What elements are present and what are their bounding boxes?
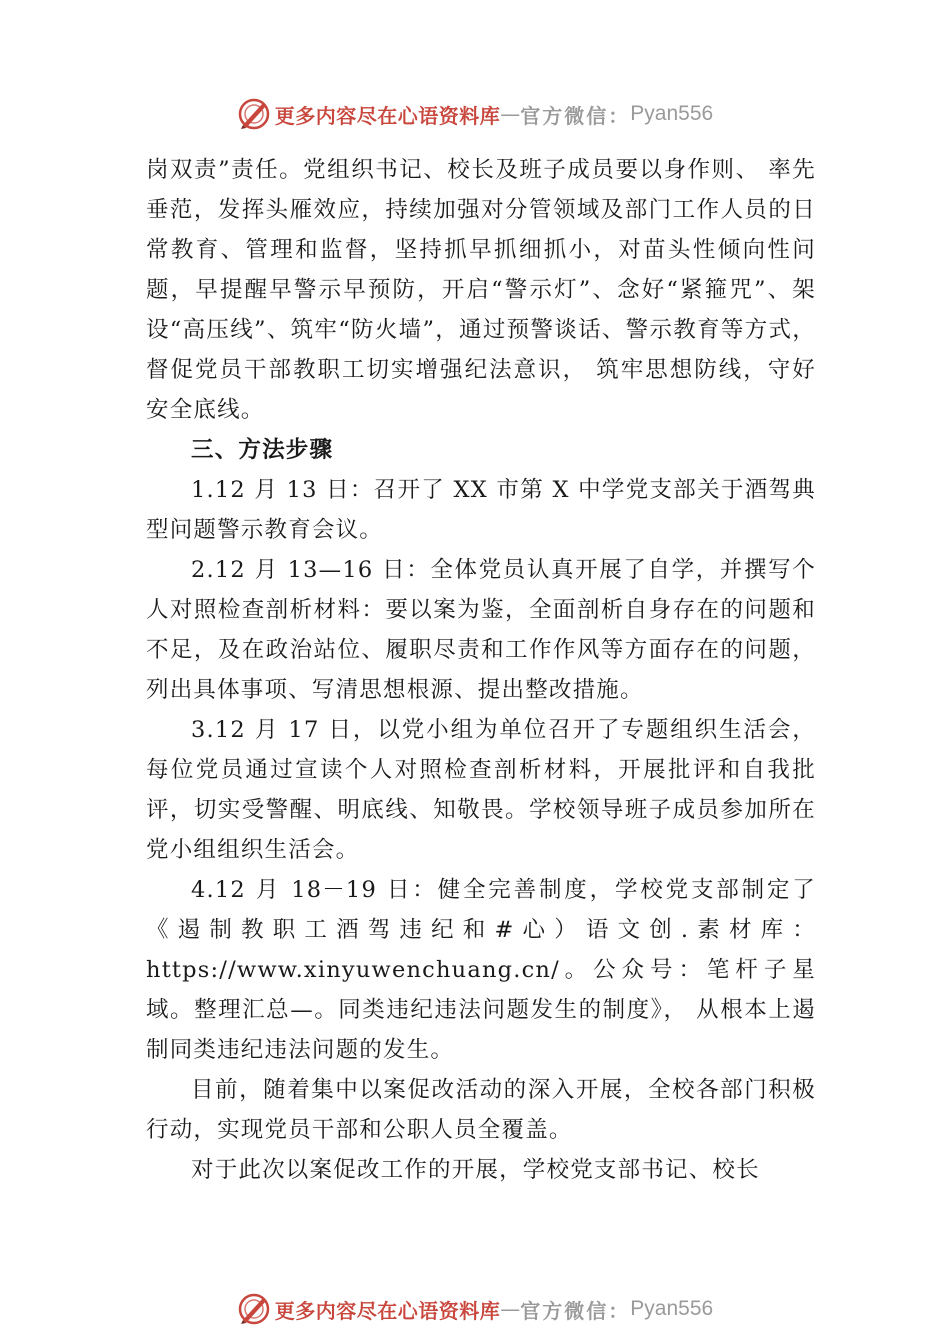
document-body (146, 150, 816, 1190)
paragraph-step-3: 3.12 月 17 日，以党小组为单位召开了专题组织生活会，每位党员通过宣读个人对照检查剖析材料，开展批评和自我批评，切实受警醒、明底线、知敬畏。学校领导班子成员参加所在党小组组织生活会。 (146, 717, 816, 863)
banner-brand-text: 更多内容尽在心语资料库 (274, 1298, 501, 1323)
header-banner (0, 94, 950, 134)
paragraph-progress: 目前，随着集中以案促改活动的深入开展，全校各部门积极行动，实现党员干部和公职人员全覆盖。 (146, 1077, 816, 1143)
banner-wechat-id: Pyan556 (630, 1297, 714, 1320)
banner-brand-text: 更多内容尽在心语资料库 (274, 103, 501, 128)
pen-seal-logo-icon (237, 1292, 271, 1326)
paragraph-responsibility: 岗双责”责任。党组织书记、校长及班子成员要以身作则、 率先垂范，发挥头雁效应，持续加强对分管领域及部门工作人员的日常教育、管理和监督，坚持抓早抓细抓小，对苗头性倾向性问题，早提醒早警示早预防，开启“警示灯”、念好“紧箍咒”、架设“高压线”、筑牢“防火墙”，通过预警谈话、警示教育等方式，督促党员干部教职工切实增强纪法意识， 筑牢思想防线，守好安全底线。 (146, 157, 816, 423)
section-heading-methods: 三、方法步骤 (191, 437, 334, 463)
banner-wechat-id: Pyan556 (630, 102, 714, 125)
footer-banner (0, 1289, 950, 1329)
banner-separator: — (500, 1297, 521, 1321)
paragraph-step-1: 1.12 月 13 日：召开了 XX 市第 X 中学党支部关于酒驾典型问题警示教育会议。 (146, 477, 816, 543)
paragraph-step-2: 2.12 月 13—16 日：全体党员认真开展了自学，并撰写个人对照检查剖析材料：要以案为鉴，全面剖析自身存在的问题和不足，及在政治站位、履职尽责和工作作风等方面存在的问题，列出具体事项、写清思想根源、提出整改措施。 (146, 557, 816, 703)
paragraph-step-4: 4.12 月 18－19 日：健全完善制度，学校党支部制定了《遏制教职工酒驾违纪和#心）语文创.素材库：https://www.xinyuwenchuang.cn/。公众号：笔杆子星域。整理汇总—。同类违纪违法问题发生的制度》， 从根本上遏制同类违纪违法问题的发生。 (146, 877, 816, 1063)
banner-wechat-label: 官方微信： (520, 103, 631, 128)
pen-seal-logo-icon (237, 97, 271, 131)
paragraph-leadership: 对于此次以案促改工作的开展，学校党支部书记、校长 (191, 1157, 760, 1183)
banner-wechat-label: 官方微信： (520, 1298, 631, 1323)
banner-separator: — (500, 102, 521, 126)
